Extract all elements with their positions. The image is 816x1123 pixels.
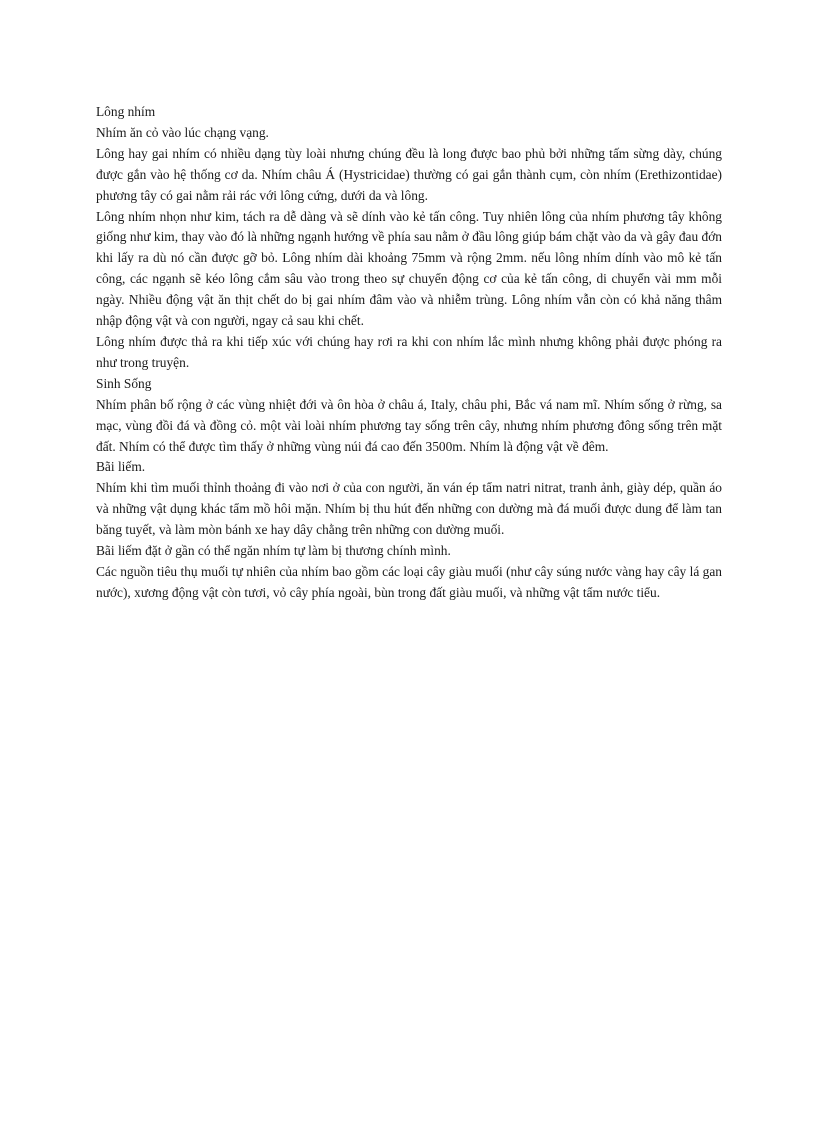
- paragraph: Lông nhím nhọn như kim, tách ra dễ dàng và sẽ dính vào kẻ tấn công. Tuy nhiên lông của nhím phương tây không giống như kim, thay vào đó là những ngạnh hướng về phía sau nằm ở đầu lông giúp bám chặt vào da và gây đau đớn khi lấy ra dù nó cần được gỡ bỏ. Lông nhím dài khoảng 75mm và rộng 2mm. nếu lông nhím dính vào mô kẻ tấn công, các ngạnh sẽ kéo lông cắm sâu vào trong theo sự chuyển động cơ của kẻ tấn công, di chuyển vài mm mỗi ngày. Nhiều động vật ăn thịt chết do bị gai nhím đâm vào và nhiễm trùng. Lông nhím vẫn còn có khả năng thâm nhập động vật và con người, ngay cả sau khi chết.: [96, 208, 722, 329]
- paragraph: Nhím phân bố rộng ở các vùng nhiệt đới và ôn hòa ở châu á, Italy, châu phi, Bắc vá nam mĩ. Nhím sống ở rừng, sa mạc, vùng đồi đá và đồng cỏ. một vài loài nhím phương tay sống trên cây, nhưng nhím phương đông sống trên mặt đất. Nhím có thể được tìm thấy ở những vùng núi đá cao đến 3500m. Nhím là động vật về đêm.: [96, 396, 722, 454]
- paragraph: Các nguồn tiêu thụ muối tự nhiên của nhím bao gồm các loại cây giàu muối (như cây súng nước vàng hay cây lá gan nước), xương động vật còn tươi, vỏ cây phía ngoài, bùn trong đất giàu muối, và những vật tẩm nước tiểu.: [96, 563, 722, 600]
- paragraph: Bãi liếm đặt ở gần có thể ngăn nhím tự làm bị thương chính mình.: [96, 543, 451, 559]
- heading-bai-liem: Bãi liếm.: [96, 459, 146, 475]
- document-body: [96, 102, 722, 604]
- paragraph: Nhím ăn cỏ vào lúc chạng vạng.: [96, 124, 269, 140]
- heading-long-nhim: Lông nhím: [96, 104, 156, 119]
- paragraph: Lông hay gai nhím có nhiều dạng tùy loài nhưng chúng đều là long được bao phủ bởi những tấm sừng dày, chúng được gắn vào hệ thống cơ da. Nhím châu Á (Hystricidae) thường có gai gắn thành cụm, còn nhím (Erethizontidae) phương tây có gai nằm rải rác với lông cứng, dưới da và lông.: [96, 145, 722, 203]
- paragraph: Lông nhím được thả ra khi tiếp xúc với chúng hay rơi ra khi con nhím lắc mình nhưng không phải được phóng ra như trong truyện.: [96, 333, 722, 370]
- paragraph: Nhím khi tìm muối thỉnh thoảng đi vào nơi ở của con người, ăn ván ép tẩm natri nitrat, tranh ảnh, giày dép, quần áo và những vật dụng khác tẩm mồ hôi mặn. Nhím bị thu hút đến những con dường mà đá muối được dung để làm tan băng tuyết, và làm mòn bánh xe hay dây chằng trên những con dường muối.: [96, 480, 722, 538]
- heading-sinh-song: Sinh Sống: [96, 375, 152, 391]
